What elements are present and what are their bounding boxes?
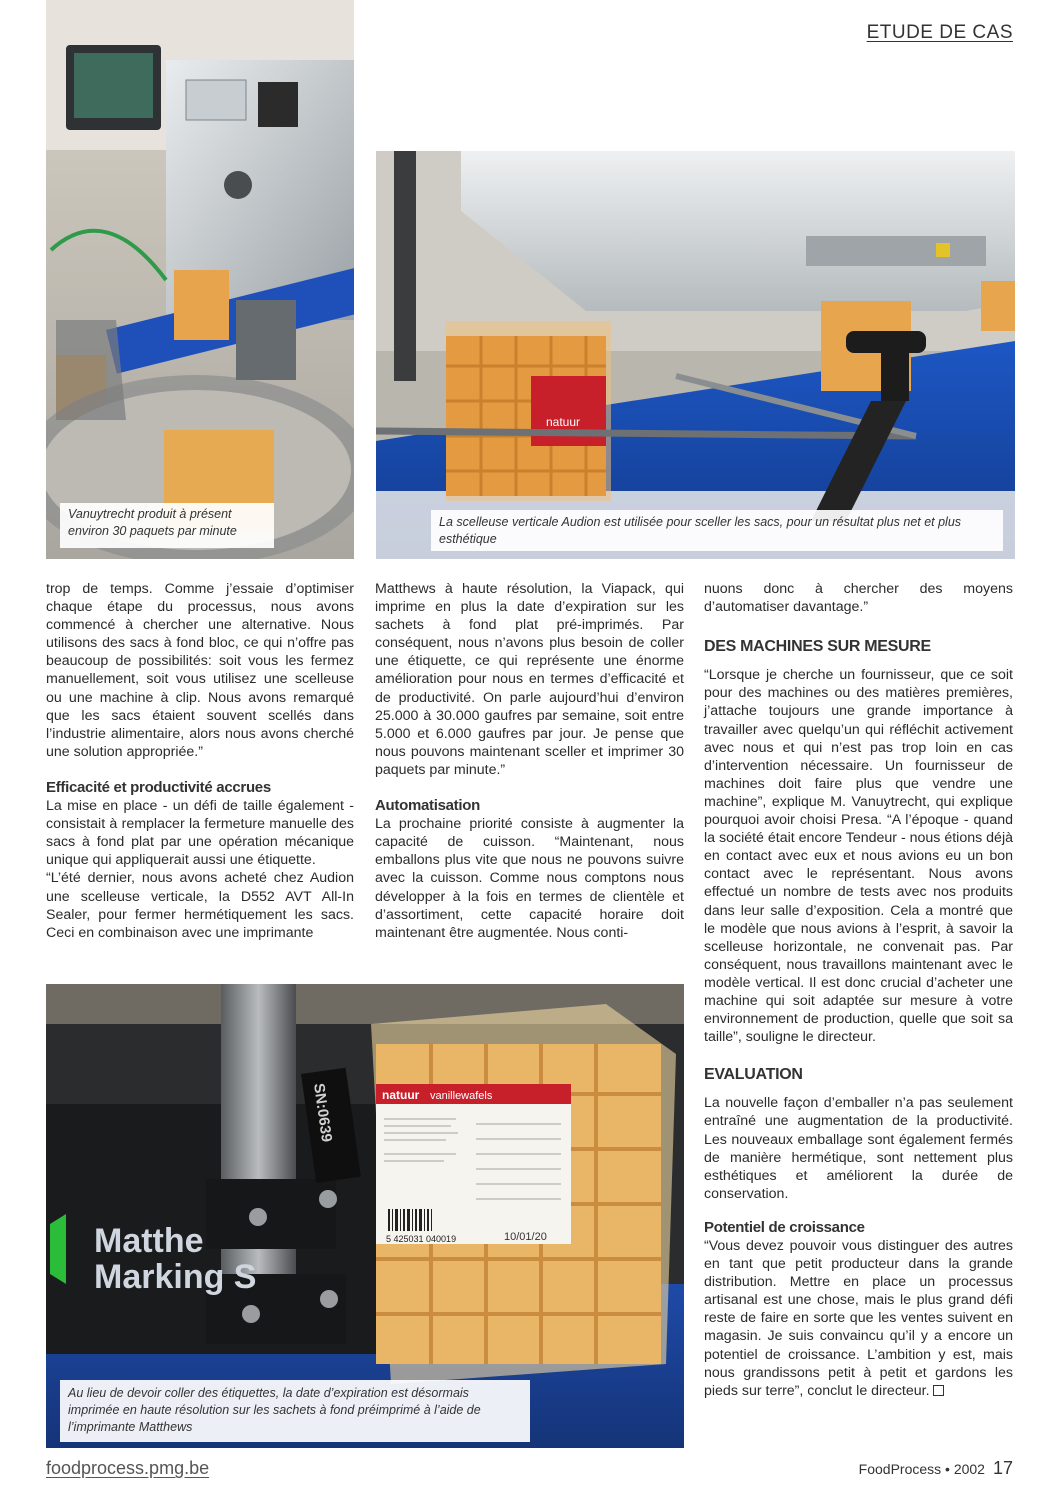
section-heading: DES MACHINES SUR MESURE <box>704 638 931 656</box>
serial-number-text: SN:0639 <box>310 1082 336 1144</box>
photo-vertical-sealer <box>376 151 1015 559</box>
photo-caption: Au lieu de devoir coller des étiquettes, la date d’expiration est désormais imprimée en haute résolution sur les sachets à fond préimprimé à l’aide de l’imprimante Matthews <box>60 1380 530 1442</box>
paragraph-text: “Vous devez pouvoir vous distinguer des autres en tant que petit producteur dans la grande distribution. Mettre en place un processus artisanal est une chose, mais le plus grand défi reste de faire en sorte que les ventes suivent en magasin. Je suis convaincu qu’il y a encore un potentiel de croissance. L’ambition y est, mais nous grandissons petit à petit et gardons les pieds sur terre”, conclut le directeur. <box>704 1238 1013 1399</box>
section-label: ETUDE DE CAS <box>866 22 1013 43</box>
paragraph <box>704 1237 1013 1400</box>
paragraph: Matthews à haute résolution, la Viapack, qui imprime en plus la date d’expiration sur les sachets à fond plat pré-imprimés. Par conséquent, nous n’avons plus besoin de coller une étiquette, ce qui représente une énorme amélioration pour nous en termes d’efficacité et de productivité. On parle aujourd’hui d’environ 25.000 à 30.000 gaufres par semaine, soit entre 5.000 et 6.000 gaufres par jour. Je pense que nous pouvons maintenant sceller et imprimer 30 paquets par minute.” <box>375 581 684 778</box>
subheading: Potentiel de croissance <box>704 1218 865 1236</box>
bag-brand-text: natuur <box>546 415 581 429</box>
bag-product-label: vanillewafels <box>430 1090 493 1102</box>
article-column-2 <box>375 580 684 942</box>
page-number: 17 <box>992 1458 1013 1478</box>
photo-labeling-machine-illustration <box>46 0 354 559</box>
photo-labeling-machine <box>46 0 354 559</box>
section-heading: EVALUATION <box>704 1066 803 1084</box>
paragraph: La nouvelle façon d’emballer n’a pas seulement entraîné une augmentation de la productivité. Les nouveaux emballage sont également fermés de manière hermétique, sont nettement plus esthétiques et améliorent la durée de conservation. <box>704 1095 1013 1202</box>
photo-caption: La scelleuse verticale Audion est utilisée pour sceller les sacs, pour un résultat plus net et plus esthétique <box>431 510 1003 551</box>
paragraph: La prochaine priorité consiste à augmenter la capacité de cuisson. “Maintenant, nous emballons plus vite que nous ne pouvons suivre avec la cuisson. Comme nous comptons nous développer à la fois en termes de clientèle et d’assortiment, cette capacité horaire doit maintenant être augmentée. Nous conti- <box>375 816 684 941</box>
marking-logo-text: Marking S <box>94 1258 257 1296</box>
matthews-logo-text: Matthe <box>94 1222 204 1260</box>
article-column-1 <box>46 580 354 942</box>
footer-info <box>859 1458 1013 1479</box>
subheading: Efficacité et productivité accrues <box>46 778 271 796</box>
paragraph: “L’été dernier, nous avons acheté chez Audion une scelleuse verticale, la D552 AVT All-In Sealer, pour fermer hermétiquement les sacs. Ceci en combinaison avec une imprimante <box>46 870 354 941</box>
end-of-article-icon <box>933 1385 944 1396</box>
photo-vertical-sealer-illustration <box>376 151 1015 559</box>
photo-matthews-printer-illustration <box>46 984 684 1448</box>
barcode-number-text: 5 425031 040019 <box>386 1234 457 1244</box>
paragraph: nuons donc à chercher des moyens d’automatiser davantage.” <box>704 581 1013 616</box>
bag-brand-label: natuur <box>382 1088 420 1102</box>
expiry-date-stamp: 10/01/20 <box>504 1231 547 1243</box>
article-column-3 <box>704 580 1013 1400</box>
paragraph: trop de temps. Comme j’essaie d’optimiser chaque étape du processus, nous avons commencé à chercher une alternative. Nous utilisons des sacs à fond bloc, ce qui n’offre pas beaucoup de possibilités: soit vous les fermez manuellement, soit vous utilisez une scelleuse ou une machine à clip. Nous avons remarqué que les sacs étaient souvent scellés dans l’industrie alimentaire, alors nous avons cherché une solution appropriée.” <box>46 581 354 760</box>
photo-matthews-printer <box>46 984 684 1448</box>
subheading: Automatisation <box>375 797 480 815</box>
website-link[interactable]: foodprocess.pmg.be <box>46 1458 210 1478</box>
magazine-issue: FoodProcess • 2002 <box>858 1461 985 1477</box>
paragraph: “Lorsque je cherche un fournisseur, que ce soit pour des machines ou des matières premières, j’attache toujours une grande importance à travailler avec quelqu’un qui réfléchit activement avec nous et qui n’est pas trop loin en cas d’intervention nécessaire. Un fournisseur de machines doit faire plus que vendre une machine”, explique M. Vanuytrecht, qui explique pourquoi avoir choisi Presa. “A l’époque - quand la société était encore Tendeur - nous étions déjà en contact avec eux et nous avions eu un bon contact avec le représentant. Nous avons effectué un nombre de tests avec nos produits dans leur salle d’exposition. Cela a montré que le modèle que nous avions à l’esprit, à savoir la scelleuse horizontale, ne convenait pas. Par conséquent, nous travaillons maintenant avec le modèle vertical. Il est donc crucial d’acheter une machine qui soit adaptée sur mesure à votre environnement de production, quelle que soit sa taille”, souligne le directeur. <box>704 667 1013 1046</box>
photo-caption: Vanuytrecht produit à présent environ 30 paquets par minute <box>60 503 274 548</box>
paragraph: La mise en place - un défi de taille également - consistait à remplacer la fermeture manuelle des sacs à fond plat par une opération mécanique unique qui appliquerait aussi une étiquette. <box>46 798 354 869</box>
